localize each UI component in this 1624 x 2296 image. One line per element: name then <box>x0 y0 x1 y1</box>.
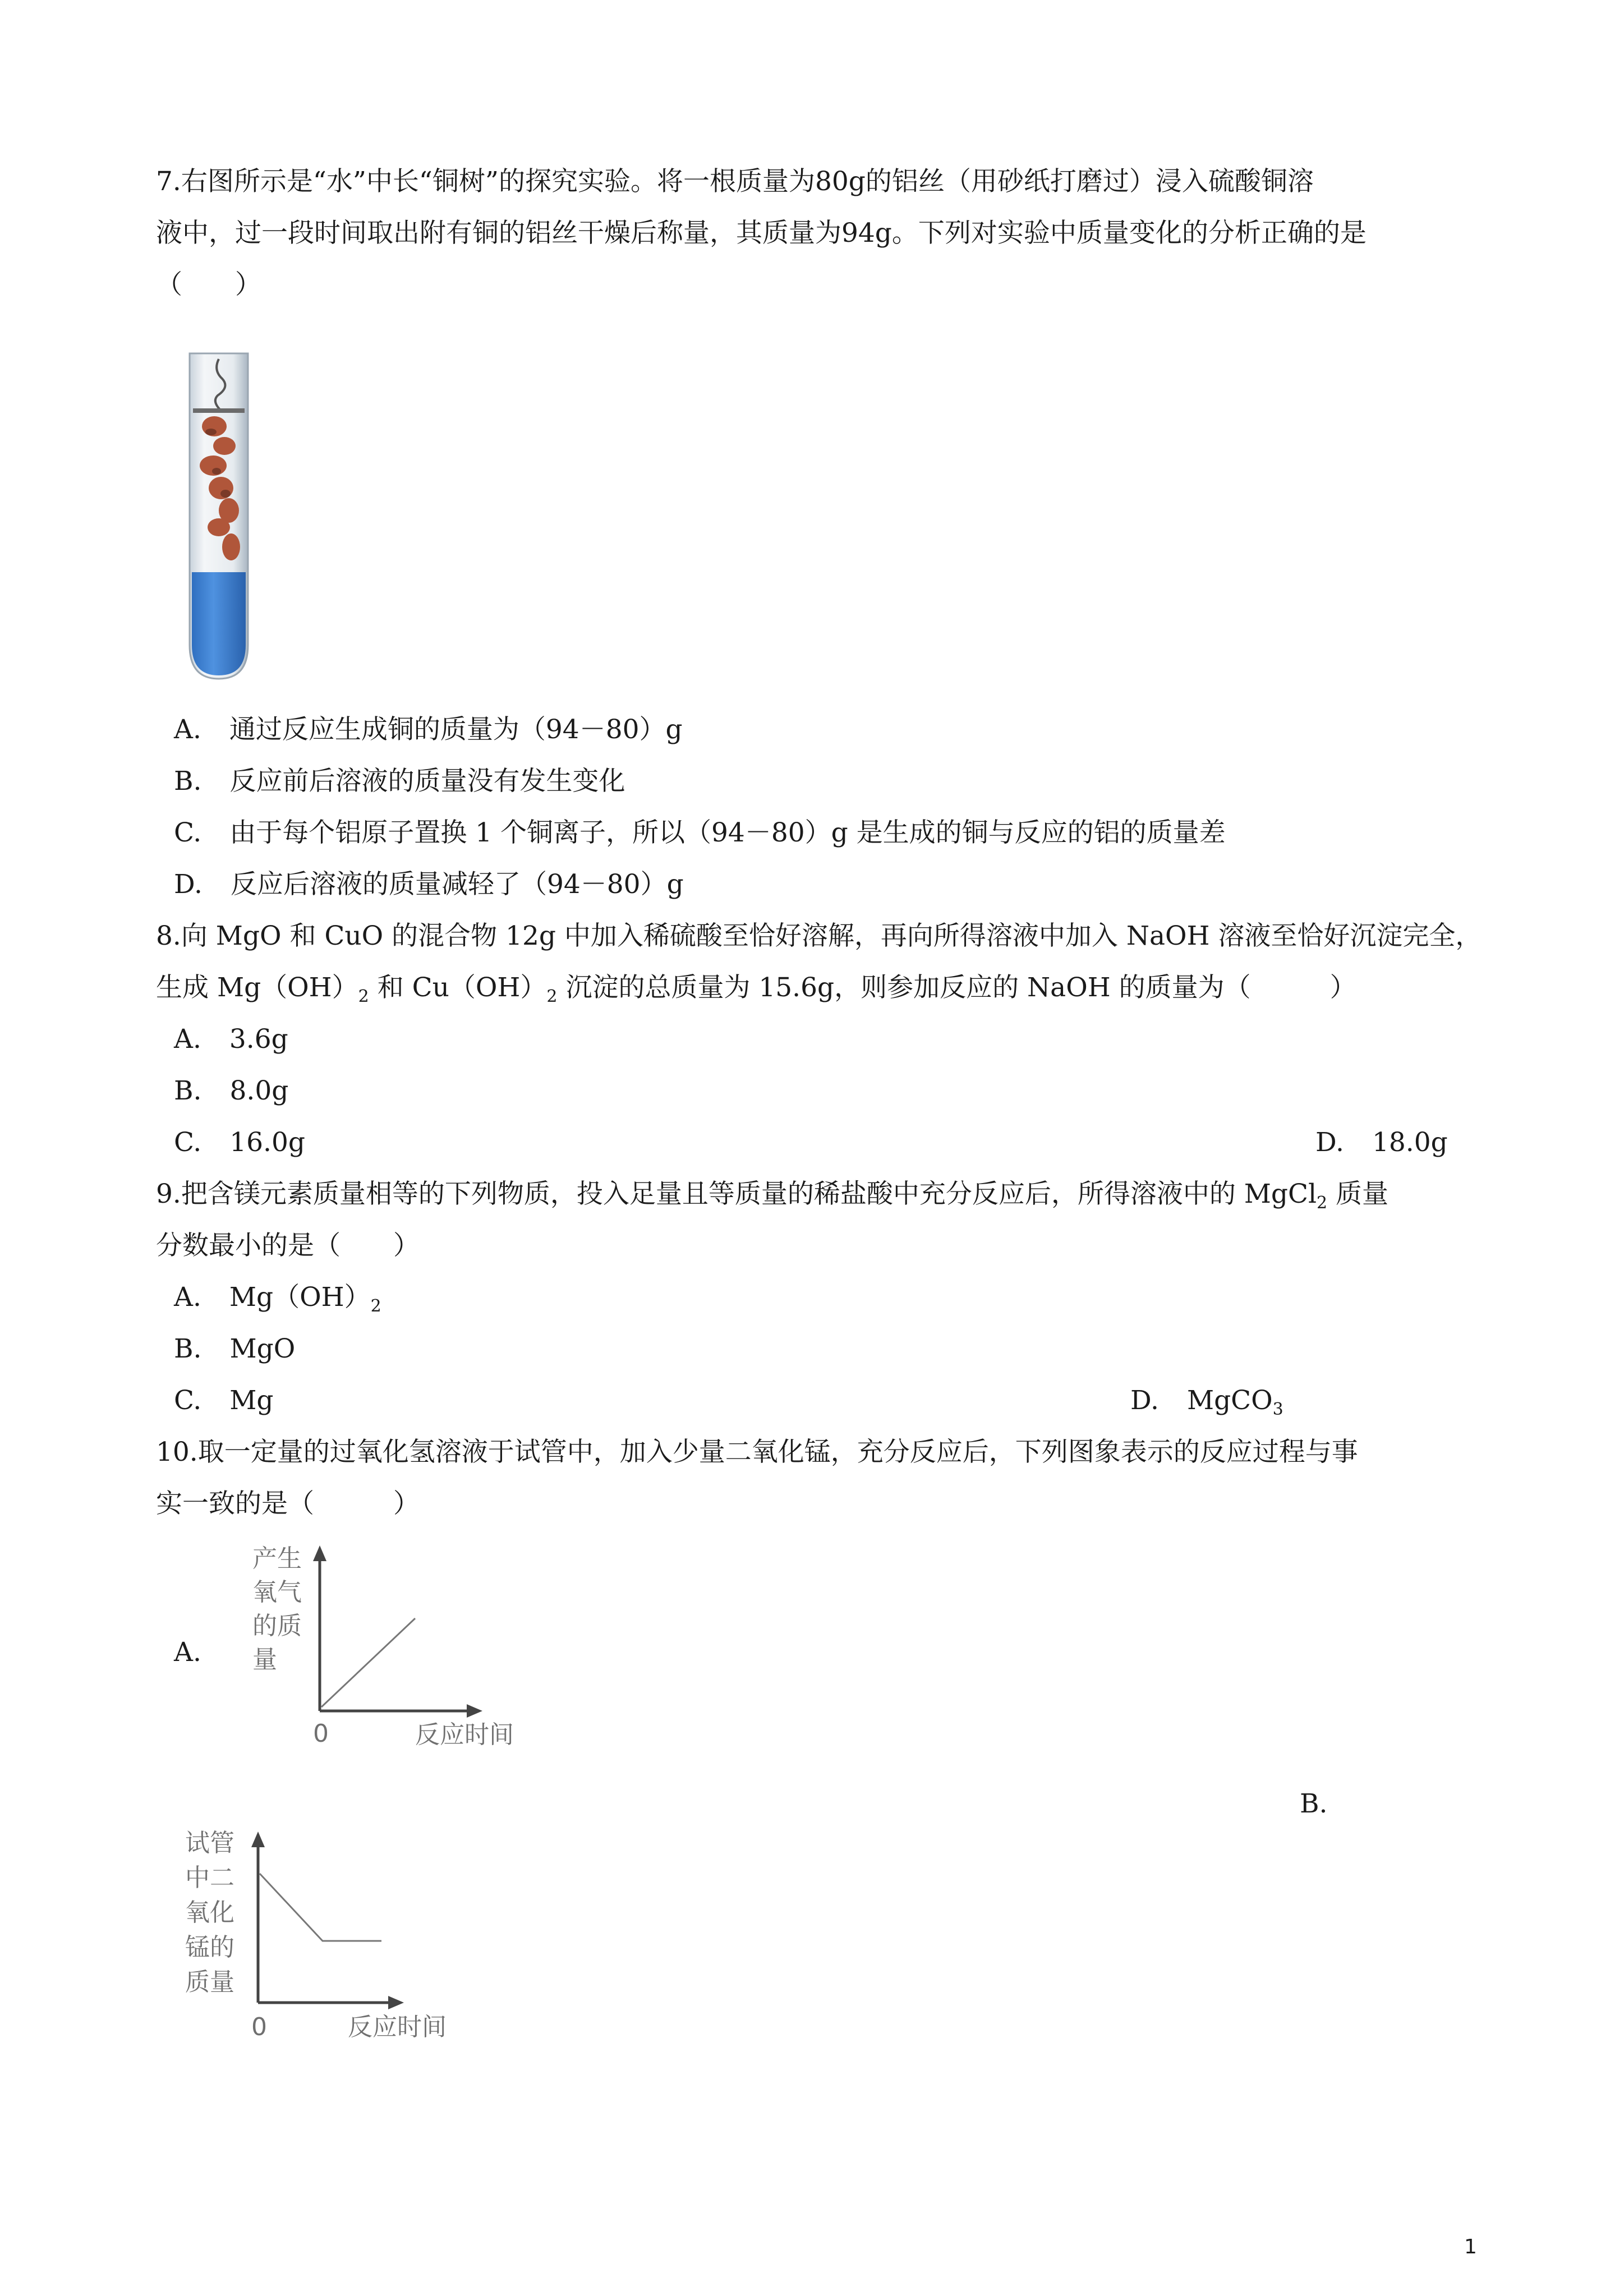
q9-option-b-text: MgO <box>229 1333 296 1364</box>
q8-option-a-text: 3.6g <box>229 1024 288 1055</box>
q7-option-a-text: 通过反应生成铜的质量为（94－80）g <box>229 714 683 745</box>
q7-option-b-text: 反应前后溶液的质量没有发生变化 <box>229 766 625 797</box>
q10-option-b-letter[interactable]: B. <box>1300 1788 1328 1819</box>
q9-option-a[interactable] <box>174 1272 381 1323</box>
q9-option-b-letter: B. <box>174 1333 202 1364</box>
q9-line1-part-a: 9.把含镁元素质量相等的下列物质，投入足量且等质量的稀盐酸中充分反应后，所得溶液中的 MgCl <box>156 1179 1317 1209</box>
q8-line2-part-a: 生成 Mg（OH） <box>156 972 358 1003</box>
graph-a-line <box>321 1618 415 1707</box>
graph-a-y-arrow <box>313 1545 326 1561</box>
q9-option-c-text: Mg <box>229 1385 274 1416</box>
graph-a-x-arrow <box>467 1704 482 1718</box>
q8-option-b-text: 8.0g <box>229 1075 289 1106</box>
q8-option-c-text: 16.0g <box>229 1127 305 1158</box>
graph-b-ylabel-3: 氧化 <box>185 1898 234 1927</box>
q7-option-d[interactable] <box>174 859 684 910</box>
q8-option-d-text: 18.0g <box>1372 1127 1448 1158</box>
q10-stem-line1: 10.取一定量的过氧化氢溶液于试管中，加入少量二氧化锰，充分反应后，下列图象表示的反应过程与事 <box>156 1437 1358 1467</box>
q7-option-d-text: 反应后溶液的质量减轻了（94－80）g <box>230 869 684 900</box>
q8-subscript-1: 2 <box>358 987 369 1006</box>
q9-option-a-subscript: 2 <box>370 1296 381 1316</box>
q7-option-b-letter: B. <box>174 766 202 797</box>
q8-stem-line2 <box>156 962 1356 1014</box>
graph-b-ylabel-1: 试管 <box>185 1829 234 1857</box>
graph-b-ylabel-2: 中二 <box>185 1864 234 1892</box>
graph-b-xlabel: 反应时间 <box>348 2013 447 2041</box>
test-tube-image <box>180 348 258 684</box>
q7-option-c-letter: C. <box>174 817 202 848</box>
q9-option-d[interactable] <box>1130 1375 1283 1427</box>
graph-a-xlabel: 反应时间 <box>415 1720 514 1749</box>
q10-graph-a <box>247 1540 539 1753</box>
q8-option-a[interactable] <box>174 1014 288 1065</box>
q8-option-b-letter: B. <box>174 1075 202 1106</box>
q8-option-d[interactable] <box>1315 1117 1448 1168</box>
graph-a-ylabel-1: 产生 <box>252 1544 302 1573</box>
graph-a-ylabel-4: 量 <box>252 1645 277 1674</box>
q7-option-b[interactable] <box>174 756 625 807</box>
q10-graph-b <box>180 1823 471 2047</box>
q8-line2-part-b: 和 Cu（OH） <box>369 972 547 1003</box>
graph-b-x-arrow <box>388 1996 404 2009</box>
graph-b-origin: 0 <box>251 2013 267 2041</box>
q7-option-a-letter: A. <box>174 714 201 745</box>
q9-option-a-text: Mg（OH） <box>229 1282 371 1313</box>
q7-stem-line2: 液中，过一段时间取出附有铜的铝丝干燥后称量，其质量为94g。下列对实验中质量变化的分析正确的是 <box>156 218 1367 249</box>
q9-line1-part-b: 质量 <box>1327 1179 1389 1209</box>
q7-option-c[interactable] <box>174 807 1226 859</box>
q9-stem-line1 <box>156 1168 1388 1220</box>
q7-stem-line1: 7.右图所示是“水”中长“铜树”的探究实验。将一根质量为80g的铝丝（用砂纸打磨过）浸入硫酸铜溶 <box>156 166 1314 197</box>
graph-b-ylabel-4: 锰的 <box>185 1933 234 1962</box>
q9-option-d-letter: D. <box>1130 1385 1159 1416</box>
q9-option-d-subscript: 3 <box>1272 1400 1283 1419</box>
q9-option-a-letter: A. <box>174 1282 201 1313</box>
q9-option-d-text: MgCO <box>1186 1385 1273 1416</box>
graph-b-ylabel-5: 质量 <box>185 1968 234 1996</box>
q8-option-c-letter: C. <box>174 1127 202 1158</box>
q8-option-d-letter: D. <box>1315 1127 1344 1158</box>
q8-option-a-letter: A. <box>174 1024 201 1055</box>
q8-subscript-2: 2 <box>546 987 558 1006</box>
q7-option-c-text: 由于每个铝原子置换 1 个铜离子，所以（94－80）g 是生成的铜与反应的铝的质量差 <box>229 817 1226 848</box>
q8-line2-part-c: 沉淀的总质量为 15.6g，则参加反应的 NaOH 的质量为（ ） <box>557 972 1356 1003</box>
graph-b-line <box>260 1874 381 1941</box>
q7-option-d-letter: D. <box>174 869 203 900</box>
q9-option-b[interactable] <box>174 1323 295 1375</box>
graph-a-origin: 0 <box>313 1719 329 1748</box>
q10-stem-line2: 实一致的是（ ） <box>156 1488 420 1519</box>
q8-stem-line1: 8.向 MgO 和 CuO 的混合物 12g 中加入稀硫酸至恰好溶解，再向所得溶液中加入 NaOH 溶液至恰好沉淀完全， <box>156 921 1482 951</box>
q7-stem-line3: （ ） <box>156 269 261 300</box>
q9-subscript: 2 <box>1316 1193 1328 1213</box>
graph-a-ylabel-3: 的质 <box>252 1612 302 1640</box>
page-number: 1 <box>1464 2235 1477 2258</box>
q7-option-a[interactable] <box>174 704 683 756</box>
q9-option-c[interactable] <box>174 1375 273 1427</box>
graph-a-ylabel-2: 氧气 <box>252 1578 302 1607</box>
q9-stem-line2: 分数最小的是（ ） <box>156 1230 420 1261</box>
graph-b-y-arrow <box>251 1832 265 1847</box>
q8-option-b[interactable] <box>174 1065 288 1117</box>
q9-option-c-letter: C. <box>174 1385 202 1416</box>
q8-option-c[interactable] <box>174 1117 305 1168</box>
q10-option-a-letter[interactable]: A. <box>174 1637 201 1668</box>
